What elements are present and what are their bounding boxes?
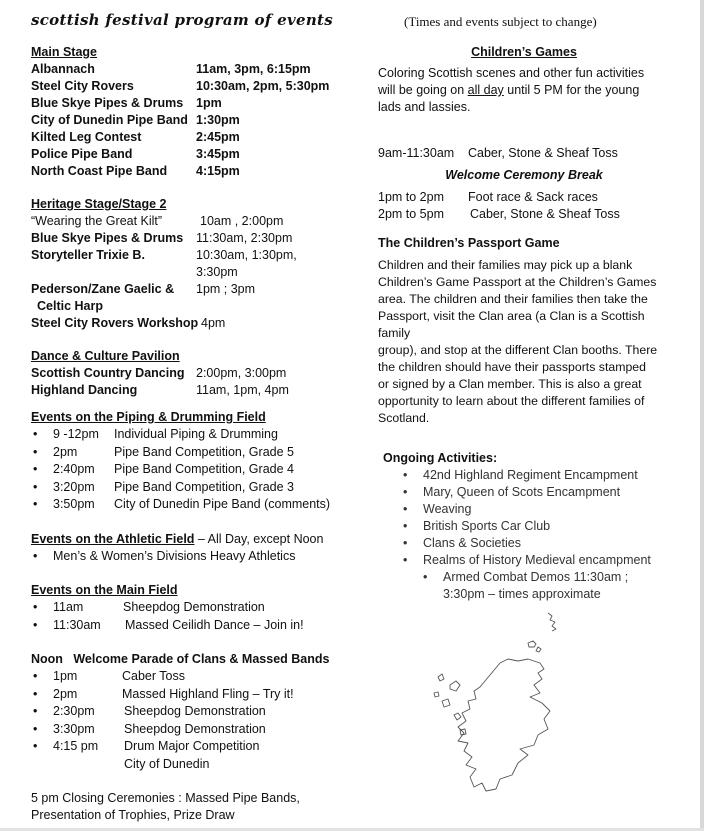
athletic-heading-line	[31, 531, 376, 548]
list-item	[31, 668, 376, 686]
ongoing-list	[383, 467, 670, 569]
act-name-line: Pederson/Zane Gaelic &	[31, 282, 175, 296]
act-name: Steel City Rovers	[31, 79, 134, 93]
act-time: 2:45pm	[196, 130, 240, 144]
item-time: • 1pm	[53, 669, 78, 683]
ongoing-sublist	[383, 569, 670, 603]
act-time: 11am, 1pm, 4pm	[196, 383, 289, 397]
right-column	[378, 44, 670, 603]
item-event: Pipe Band Competition, Grade 3	[114, 479, 294, 494]
schedule-row	[31, 95, 376, 112]
item-event: Pipe Band Competition, Grade 5	[114, 444, 294, 459]
schedule-note: (Times and events subject to change)	[404, 14, 597, 29]
games-event: Caber, Stone & Sheaf Toss	[470, 207, 620, 221]
schedule-row	[31, 230, 376, 247]
item-time: • 2:30pm	[53, 704, 95, 718]
closing-line: 5 pm Closing Ceremonies : Massed Pipe Bands,	[31, 790, 300, 805]
text-line: Children and their families may pick up a blank	[378, 258, 633, 272]
schedule-row	[31, 365, 376, 382]
item-event: Sheepdog Demonstration	[123, 600, 265, 614]
dance-heading: Dance & Culture Pavilion	[31, 349, 180, 363]
act-time: 3:45pm	[196, 147, 240, 161]
closing-line: Presentation of Trophies, Prize Draw	[31, 807, 235, 822]
games-event: Foot race & Sack races	[468, 190, 598, 204]
childrens-games-heading: Children’s Games	[471, 45, 577, 59]
text-line: group), and stop at the different Clan booths. There	[378, 343, 658, 357]
orkney-islands	[528, 641, 541, 652]
schedule-row	[31, 247, 376, 281]
outer-isles	[434, 674, 444, 697]
noon-list	[31, 668, 376, 756]
act-name: Blue Skye Pipes & Drums	[31, 231, 184, 245]
shetland-islands	[548, 613, 556, 631]
list-item: • Mary, Queen of Scots Encampment	[401, 484, 670, 501]
games-time: 2pm to 5pm	[378, 207, 445, 221]
ongoing-section	[378, 450, 670, 603]
noon-extra: City of Dunedin	[124, 756, 210, 771]
schedule-row	[31, 163, 376, 180]
noon-heading: Noon Welcome Parade of Clans & Massed Bands	[31, 652, 330, 666]
athletic-heading: Events on the Athletic Field	[31, 531, 195, 546]
scotland-outline	[434, 613, 556, 791]
act-name: Storyteller Trixie B.	[31, 248, 145, 262]
heritage-stage-heading: Heritage Stage/Stage 2	[31, 197, 167, 211]
act-time: 10am , 2:00pm	[200, 214, 284, 228]
athletic-suffix: – All Day, except Noon	[194, 531, 324, 546]
act-name: Steel City Rovers Workshop	[31, 316, 199, 330]
item-time: • 4:15 pm	[53, 739, 99, 753]
text-line: lads and lassies.	[378, 100, 471, 114]
list-item	[31, 686, 376, 704]
item-time: • 2pm	[53, 444, 78, 459]
item-event: Drum Major Competition	[124, 739, 260, 753]
scotland-map-illustration	[420, 605, 620, 795]
act-name	[31, 281, 196, 315]
list-item	[31, 703, 376, 721]
ceremony-break: Welcome Ceremony Break	[445, 168, 603, 182]
act-time: 4:15pm	[196, 164, 240, 178]
act-time: 10:30am, 2pm, 5:30pm	[196, 79, 330, 93]
games-time: 1pm to 2pm	[378, 190, 445, 204]
item-time: • 3:30pm	[53, 721, 95, 736]
schedule-row	[31, 61, 376, 78]
act-time: 4pm	[201, 316, 226, 330]
list-item	[31, 444, 376, 462]
schedule-row	[31, 213, 376, 230]
act-time: 2:00pm, 3:00pm	[196, 366, 287, 380]
act-time: 1pm ; 3pm	[196, 282, 256, 296]
passport-text	[378, 257, 670, 427]
list-item	[31, 479, 376, 497]
dance-section	[31, 348, 376, 399]
text-line: 3:30pm – times approximate	[443, 587, 601, 601]
main-stage-section	[31, 44, 376, 180]
act-name: Highland Dancing	[31, 383, 138, 397]
act-time-line: 3:30pm	[196, 265, 238, 279]
closing-section	[31, 790, 376, 824]
childrens-games-text	[378, 65, 670, 116]
item-event: Caber Toss	[122, 669, 185, 683]
schedule-row	[31, 129, 376, 146]
item-time: • 11am	[53, 600, 84, 614]
piping-section	[31, 409, 376, 514]
ongoing-heading: Ongoing Activities:	[383, 451, 498, 465]
item-event: Individual Piping & Drumming	[114, 427, 278, 441]
act-name: Scottish Country Dancing	[31, 366, 185, 380]
act-name: Kilted Leg Contest	[31, 130, 142, 144]
page-title: scottish festival program of events	[31, 11, 333, 29]
item-event: Sheepdog Demonstration	[124, 721, 266, 736]
main-field-list	[31, 599, 376, 634]
item-event: Pipe Band Competition, Grade 4	[114, 462, 294, 476]
list-item	[31, 496, 376, 514]
text-line: Coloring Scottish scenes and other fun activities	[378, 66, 645, 80]
item-event: Massed Highland Fling – Try it!	[122, 686, 294, 701]
act-time: 1pm	[196, 96, 222, 110]
act-time: 1:30pm	[196, 113, 240, 127]
athletic-list	[31, 548, 376, 566]
piping-heading: Events on the Piping & Drumming Field	[31, 410, 266, 424]
list-item: • 42nd Highland Regiment Encampment	[401, 467, 670, 484]
games-time: 9am-11:30am	[378, 146, 455, 160]
list-item	[31, 721, 376, 739]
athletic-section	[31, 531, 376, 566]
list-item: • Realms of History Medieval encampment	[401, 552, 670, 569]
text-line: Passport, visit the Clan area (a Clan is a Scottish family	[378, 309, 645, 340]
passport-heading: The Children’s Passport Game	[378, 236, 560, 250]
list-item	[31, 461, 376, 479]
item-time: • 3:50pm	[53, 497, 95, 511]
main-field-section	[31, 582, 376, 634]
schedule-row	[31, 281, 376, 315]
schedule-row	[31, 146, 376, 163]
piping-list	[31, 426, 376, 514]
list-item: • Men’s & Women’s Divisions Heavy Athletics	[31, 548, 376, 566]
item-time: • 2pm	[53, 686, 78, 701]
text-line: Children’s Game Passport at the Children’s Games	[378, 275, 657, 289]
text-line: or signed by a Clan member. This is also a great	[378, 377, 642, 391]
text-line: Scotland.	[378, 411, 430, 425]
list-item	[31, 738, 376, 756]
list-item	[421, 569, 670, 603]
western-isles	[442, 681, 466, 735]
text-span: until 5 PM for the young	[503, 83, 640, 97]
act-time: 11am, 3pm, 6:15pm	[196, 62, 311, 76]
item-event: Sheepdog Demonstration	[124, 704, 266, 718]
left-column	[31, 44, 376, 824]
item-time: • 11:30am	[53, 617, 101, 632]
text-line: the children should have their passports stamped	[378, 360, 646, 374]
games-event: Caber, Stone & Sheaf Toss	[468, 146, 618, 160]
main-field-heading: Events on the Main Field	[31, 583, 178, 597]
games-time-row	[378, 145, 670, 162]
list-item: • Weaving	[401, 501, 670, 518]
schedule-row	[31, 315, 376, 332]
act-time: 11:30am, 2:30pm	[196, 231, 293, 245]
list-item	[31, 617, 376, 635]
act-name: City of Dunedin Pipe Band	[31, 113, 188, 127]
games-time-row	[378, 206, 670, 223]
heritage-stage-section	[31, 196, 376, 332]
schedule-row	[31, 382, 376, 399]
list-item: • Clans & Societies	[401, 535, 670, 552]
page-edge-right	[700, 0, 704, 831]
act-name: Blue Skye Pipes & Drums	[31, 96, 184, 110]
text-line	[378, 82, 670, 99]
act-name-line: Celtic Harp	[37, 299, 103, 313]
games-time-row	[378, 189, 670, 206]
all-day-text: all day	[467, 83, 504, 97]
act-name: Albannach	[31, 62, 95, 76]
text-line: area. The children and their families then take the	[378, 292, 648, 306]
text-span: will be going on	[378, 83, 468, 97]
act-time	[196, 247, 376, 281]
text-line: opportunity to learn about the different families of	[378, 394, 645, 408]
item-time: • 9 -12pm	[53, 427, 99, 441]
act-name: “Wearing the Great Kilt”	[31, 214, 163, 228]
act-name: Police Pipe Band	[31, 147, 133, 161]
act-time-line: 10:30am, 1:30pm,	[196, 248, 297, 262]
mainland-outline	[458, 659, 550, 791]
schedule-row	[31, 112, 376, 129]
item-time: • 3:20pm	[53, 479, 95, 494]
item-time: • 2:40pm	[53, 462, 95, 476]
list-item	[31, 599, 376, 617]
list-item: • British Sports Car Club	[401, 518, 670, 535]
main-stage-heading: Main Stage	[31, 45, 97, 59]
item-event: City of Dunedin Pipe Band (comments)	[114, 497, 331, 511]
schedule-row	[31, 78, 376, 95]
act-name: North Coast Pipe Band	[31, 164, 168, 178]
text-line: Armed Combat Demos 11:30am ;	[443, 570, 629, 584]
list-item	[31, 426, 376, 444]
item-event: Massed Ceilidh Dance – Join in!	[125, 617, 304, 632]
noon-section	[31, 651, 376, 773]
